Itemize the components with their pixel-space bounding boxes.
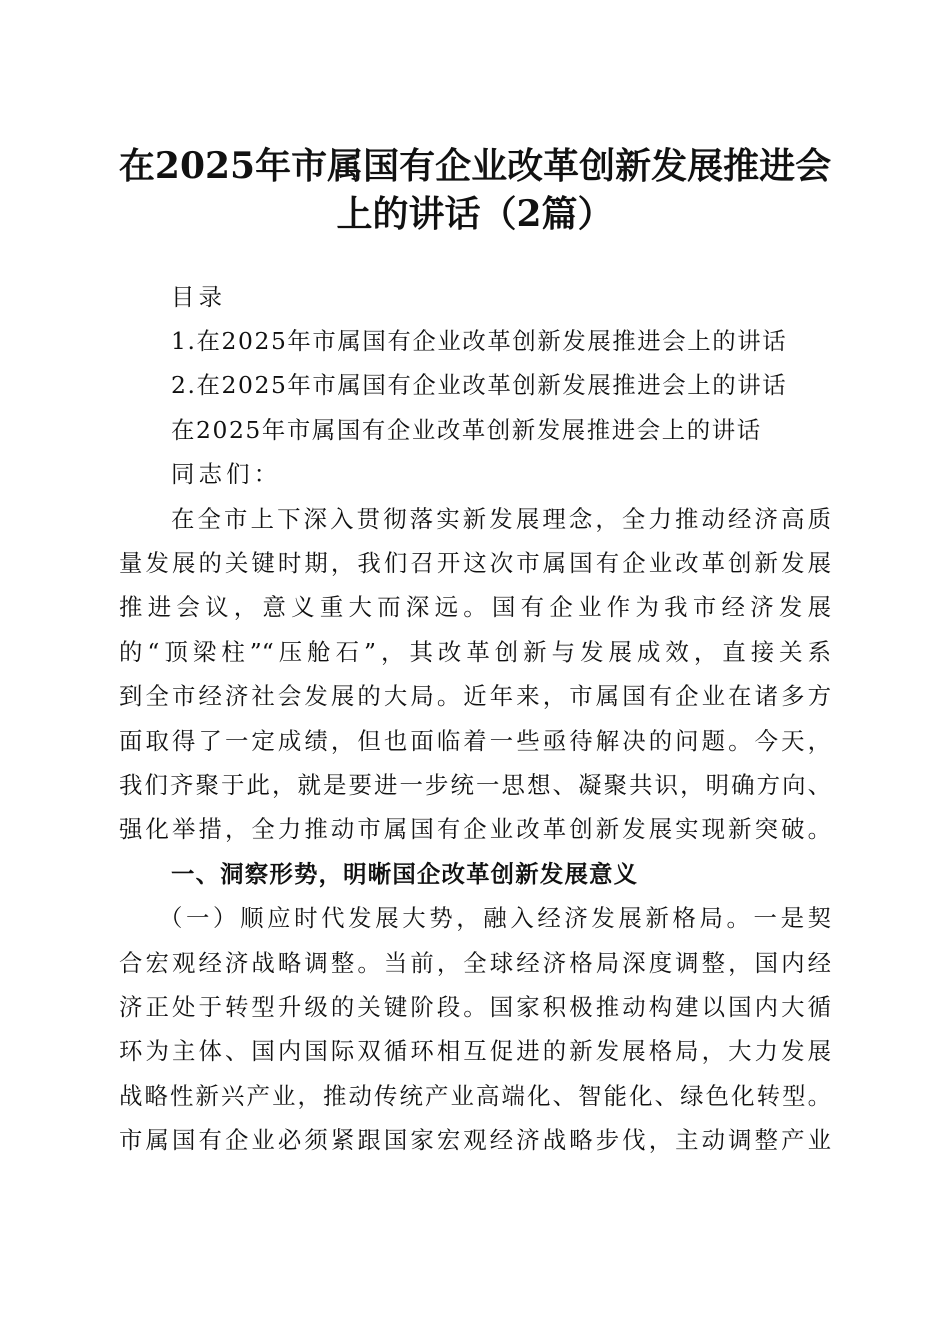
paragraph-line: 我们齐聚于此，就是要进一步统一思想、凝聚共识，明确方向、 — [119, 771, 831, 799]
paragraph-line: 战略性新兴产业，推动传统产业高端化、智能化、绿色化转型。 — [119, 1082, 831, 1110]
paragraph-line: （一）顺应时代发展大势，融入经济发展新格局。一是契 — [159, 904, 831, 932]
document-title-line-2: 上的讲话（2篇） — [336, 193, 614, 235]
toc-item[interactable]: 1.在2025年市属国有企业改革创新发展推进会上的讲话 — [171, 327, 788, 355]
speech-title: 在2025年市属国有企业改革创新发展推进会上的讲话 — [171, 416, 762, 444]
paragraph-line: 强化举措，全力推动市属国有企业改革创新发展实现新突破。 — [119, 815, 831, 843]
toc-heading: 目录 — [171, 283, 227, 311]
paragraph-line: 合宏观经济战略调整。当前，全球经济格局深度调整，国内经 — [119, 949, 831, 977]
paragraph-line: 到全市经济社会发展的大局。近年来，市属国有企业在诸多方 — [119, 682, 831, 710]
paragraph-line: 在全市上下深入贯彻落实新发展理念，全力推动经济高质 — [171, 505, 831, 533]
paragraph-line: 量发展的关键时期，我们召开这次市属国有企业改革创新发展 — [119, 549, 831, 577]
paragraph-line: 的“顶梁柱”“压舱石”，其改革创新与发展成效，直接关系 — [119, 638, 831, 666]
paragraph-line: 推进会议，意义重大而深远。国有企业作为我市经济发展 — [119, 593, 831, 621]
section-heading: 一、洞察形势，明晰国企改革创新发展意义 — [171, 860, 639, 888]
paragraph-line: 济正处于转型升级的关键阶段。国家积极推动构建以国内大循 — [119, 993, 831, 1021]
salutation: 同志们： — [171, 460, 282, 488]
paragraph-line: 环为主体、国内国际双循环相互促进的新发展格局，大力发展 — [119, 1037, 831, 1065]
document-title-line-1: 在2025年市属国有企业改革创新发展推进会 — [118, 145, 832, 187]
paragraph-line: 面取得了一定成绩，但也面临着一些亟待解决的问题。今天， — [119, 727, 831, 755]
paragraph-line: 市属国有企业必须紧跟国家宏观经济战略步伐，主动调整产业 — [119, 1126, 831, 1154]
toc-item[interactable]: 2.在2025年市属国有企业改革创新发展推进会上的讲话 — [171, 371, 788, 399]
